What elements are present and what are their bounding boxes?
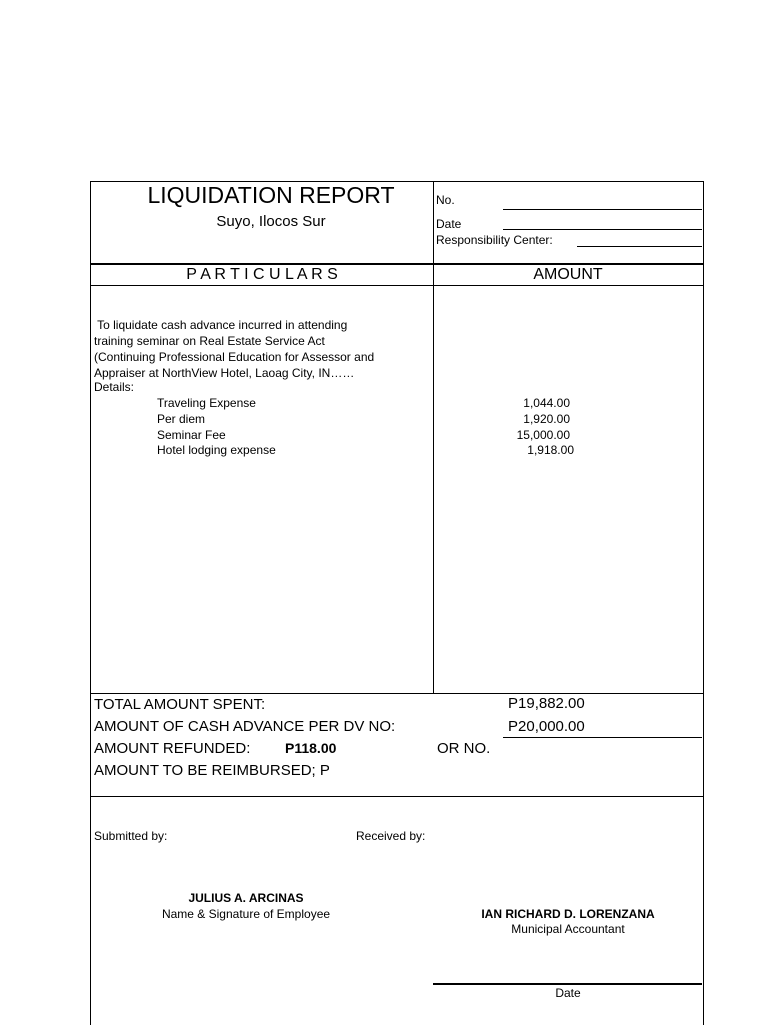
amount-header: AMOUNT: [533, 266, 603, 283]
detail-item-amount: 15,000.00: [516, 428, 570, 442]
no-field-line: [503, 209, 702, 210]
submitted-by-label: Submitted by:: [94, 829, 168, 843]
detail-item-amount: 1,918.00: [527, 443, 574, 457]
date-signature-line: [433, 983, 702, 985]
amount-reimbursed-label: AMOUNT TO BE REIMBURSED; P: [94, 762, 330, 779]
column-divider: [433, 182, 434, 693]
no-label: No.: [436, 193, 455, 207]
report-subtitle: Suyo, Ilocos Sur: [216, 213, 326, 230]
detail-item-label: Hotel lodging expense: [157, 443, 276, 457]
amount-refunded-value: P118.00: [285, 740, 337, 756]
employee-caption: Name & Signature of Employee: [161, 907, 331, 921]
description-line-3: (Continuing Professional Education for Assessor and: [94, 350, 375, 364]
totals-top-rule: [91, 693, 703, 694]
or-no-label: OR NO.: [437, 740, 491, 757]
description-line-4: Appraiser at NorthView Hotel, Laoag City, IN……: [94, 366, 355, 380]
accountant-title: Municipal Accountant: [511, 922, 625, 936]
description-line-1: To liquidate cash advance incurred in attending: [94, 318, 348, 332]
signatures-top-rule: [91, 796, 703, 797]
date-field-line: [503, 229, 702, 230]
responsibility-center-line: [577, 246, 702, 247]
header-bottom-rule: [91, 285, 703, 286]
date-label: Date: [436, 217, 462, 231]
employee-name: JULIUS A. ARCINAS: [188, 891, 304, 905]
description-line-2: training seminar on Real Estate Service Act: [94, 334, 325, 348]
detail-item-label: Seminar Fee: [157, 428, 226, 442]
report-title: LIQUIDATION REPORT: [147, 182, 395, 208]
particulars-header: P A R T I C U L A R S: [186, 266, 338, 283]
detail-item-amount: 1,044.00: [523, 396, 570, 410]
cash-advance-line: [503, 737, 702, 738]
cash-advance-value: P20,000.00: [508, 718, 585, 735]
detail-item-label: Per diem: [157, 412, 206, 426]
header-top-rule: [91, 263, 703, 265]
detail-item-label: Traveling Expense: [157, 396, 256, 410]
signature-date-label: Date: [555, 986, 581, 1000]
detail-item-amount: 1,920.00: [523, 412, 570, 426]
cash-advance-label: AMOUNT OF CASH ADVANCE PER DV NO:: [94, 718, 396, 735]
accountant-name: IAN RICHARD D. LORENZANA: [481, 907, 655, 921]
total-spent-value: P19,882.00: [508, 695, 585, 712]
description-text: [94, 301, 374, 381]
received-by-label: Received by:: [356, 829, 426, 843]
amount-refunded-label: AMOUNT REFUNDED:: [94, 740, 251, 757]
liquidation-report-form: [90, 181, 704, 1025]
total-spent-label: TOTAL AMOUNT SPENT:: [94, 696, 266, 713]
details-label: Details:: [94, 380, 135, 394]
responsibility-center-label: Responsibility Center:: [436, 233, 553, 247]
